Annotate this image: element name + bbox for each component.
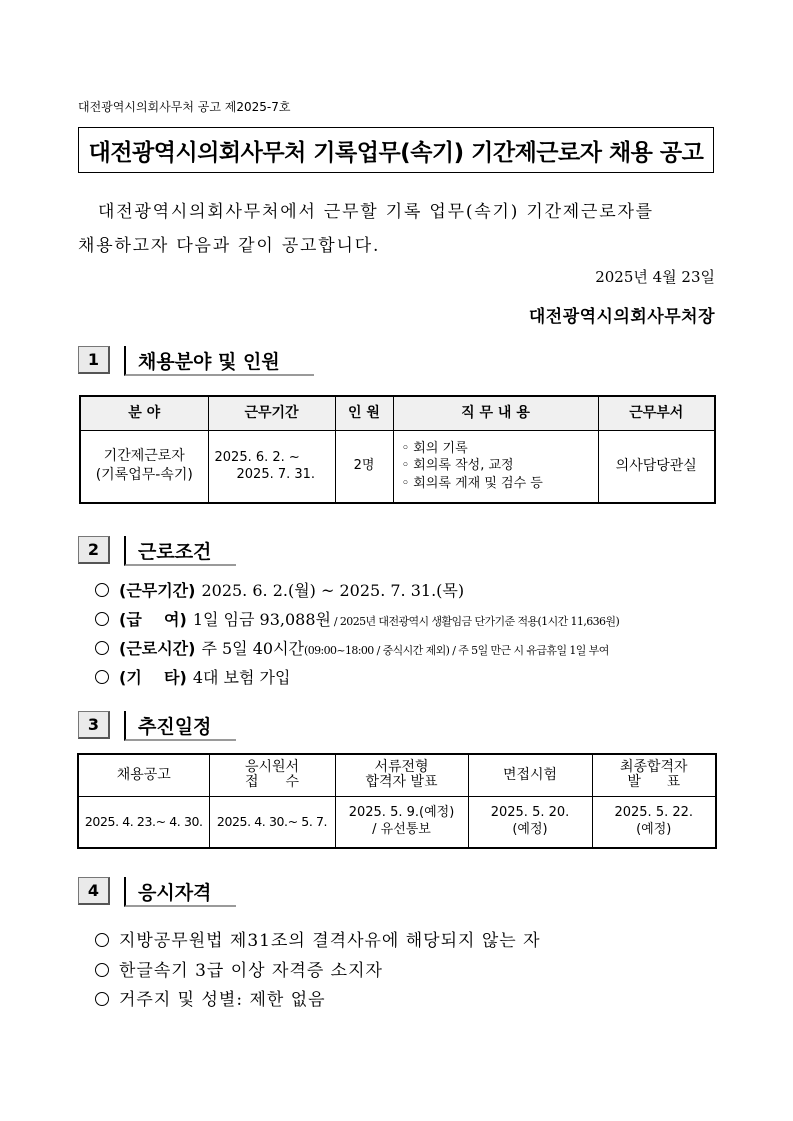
cell-count: 2명 <box>335 430 393 503</box>
header-department: 근무부서 <box>598 396 715 430</box>
section-number: 1 <box>78 346 110 374</box>
section-number: 3 <box>78 711 110 739</box>
circle-bullet-icon <box>95 583 109 597</box>
cell-field <box>80 430 208 503</box>
condition-item-other: (기 타) 4대 보험 가입 <box>95 665 290 688</box>
cell-application-date: 2025. 4. 30.~ 5. 7. <box>209 796 335 848</box>
recruitment-table <box>79 395 716 504</box>
header-duties: 직 무 내 용 <box>393 396 598 430</box>
header-interview: 면접시험 <box>468 754 592 796</box>
intro-text-line2: 채용하고자 다음과 같이 공고합니다. <box>78 236 381 256</box>
header-document-result: 서류전형 합격자 발표 <box>335 754 468 796</box>
duty-item: ◦ 회의록 게재 및 검수 등 <box>401 476 543 492</box>
condition-item-pay: (급 여) 1일 임금 93,088원 / 2025년 대전광역시 생활임금 단가기준 적용(1시간 11,636원) <box>95 607 619 630</box>
schedule-table <box>77 753 717 849</box>
cell-interview-date: 2025. 5. 20. (예정) <box>468 796 592 848</box>
header-final-result: 최종합격자 발 표 <box>592 754 716 796</box>
page-title: 대전광역시의회사무처 기록업무(속기) 기간제근로자 채용 공고 <box>78 127 714 173</box>
header-application: 응시원서 접 수 <box>209 754 335 796</box>
period-line1: 2025. 6. 2. ~ <box>214 449 300 465</box>
document-number: 대전광역시의회사무처 공고 제2025-7호 <box>78 100 291 114</box>
circle-bullet-icon <box>95 992 109 1006</box>
section1-heading <box>78 346 314 376</box>
field-line2: (기록업무-속기) <box>95 467 193 484</box>
section4-heading <box>78 877 236 907</box>
cell-announcement-date: 2025. 4. 23.~ 4. 30. <box>78 796 209 848</box>
circle-bullet-icon <box>95 641 109 655</box>
condition-item-hours: (근로시간) 주 5일 40시간(09:00~18:00 / 중식시간 제외) / 주 5일 만근 시 유급휴일 1일 부여 <box>95 636 609 659</box>
circle-bullet-icon <box>95 612 109 626</box>
cell-duties <box>393 430 598 503</box>
period-line2: 2025. 7. 31. <box>236 467 316 483</box>
section-title: 응시자격 <box>124 877 236 907</box>
section3-heading <box>78 711 236 741</box>
header-period: 근무기간 <box>208 396 335 430</box>
qualification-item: 지방공무원법 제31조의 결격사유에 해당되지 않는 자 <box>95 926 541 951</box>
header-field: 분 야 <box>80 396 208 430</box>
section-number: 4 <box>78 877 110 905</box>
field-line1: 기간제근로자 <box>103 448 185 465</box>
qualification-item: 거주지 및 성별: 제한 없음 <box>95 985 326 1010</box>
duty-item: ◦ 회의 기록 <box>401 440 468 456</box>
section-title: 채용분야 및 인원 <box>124 346 314 376</box>
section-title: 추진일정 <box>124 711 236 741</box>
circle-bullet-icon <box>95 670 109 684</box>
section-title: 근로조건 <box>124 536 236 566</box>
header-count: 인 원 <box>335 396 393 430</box>
intro-text-line1: 대전광역시의회사무처에서 근무할 기록 업무(속기) 기간제근로자를 <box>98 202 654 222</box>
cell-document-result-date: 2025. 5. 9.(예정) / 유선통보 <box>335 796 468 848</box>
condition-item-period: (근무기간) 2025. 6. 2.(월) ~ 2025. 7. 31.(목) <box>95 578 464 601</box>
duty-item: ◦ 회의록 작성, 교정 <box>401 458 514 474</box>
cell-period <box>208 430 335 503</box>
header-announcement: 채용공고 <box>78 754 209 796</box>
announcement-date: 2025년 4월 23일 <box>595 268 715 286</box>
cell-department: 의사담당관실 <box>598 430 715 503</box>
section2-heading <box>78 536 236 566</box>
qualification-item: 한글속기 3급 이상 자격증 소지자 <box>95 956 383 981</box>
cell-final-result-date: 2025. 5. 22. (예정) <box>592 796 716 848</box>
section-number: 2 <box>78 536 110 564</box>
circle-bullet-icon <box>95 963 109 977</box>
circle-bullet-icon <box>95 933 109 947</box>
signer: 대전광역시의회사무처장 <box>528 307 715 327</box>
